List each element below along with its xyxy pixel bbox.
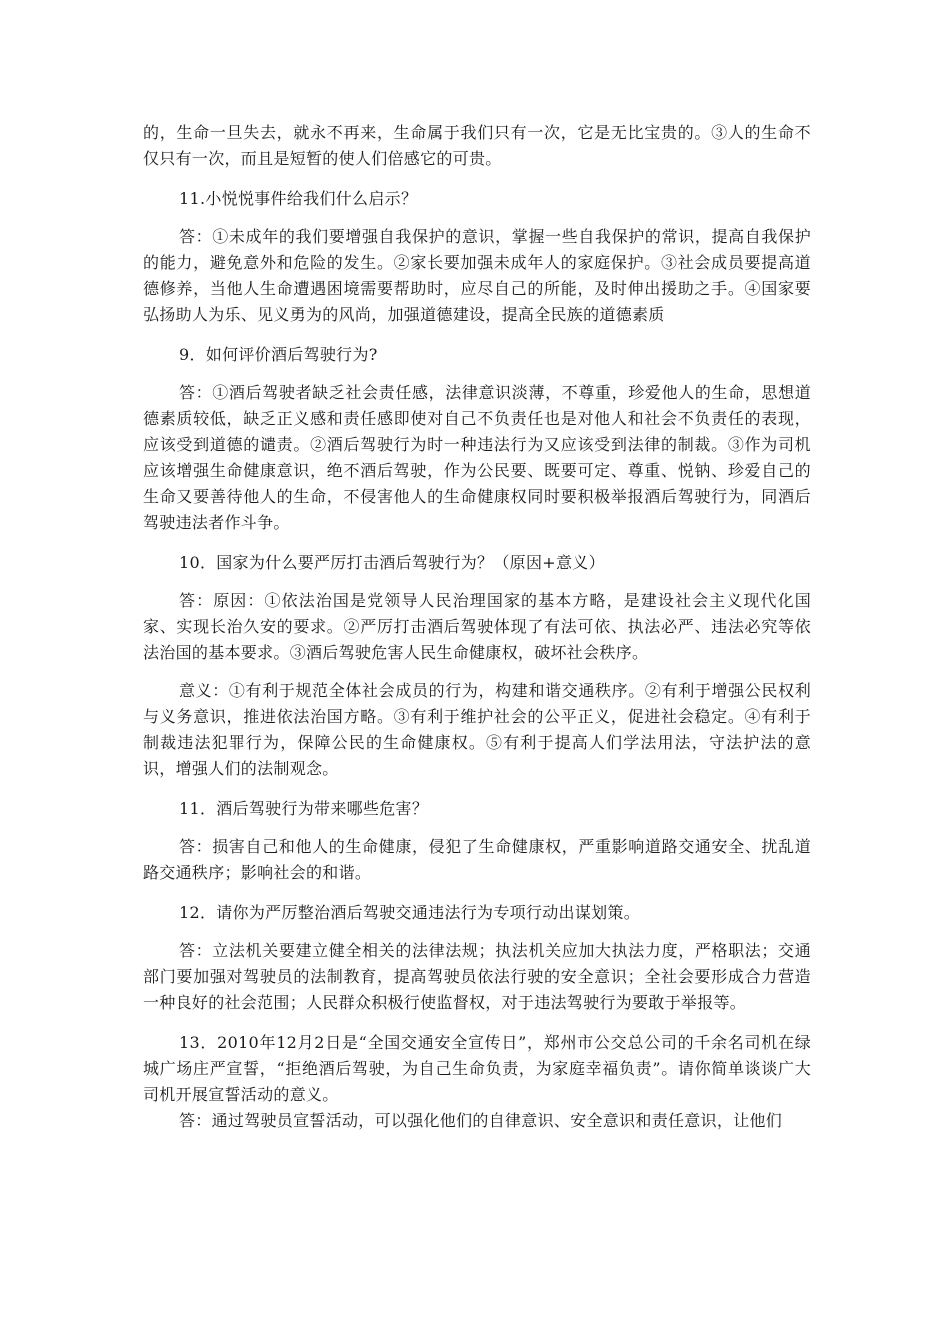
answer-10-reasons: 答：原因：①依法治国是党领导人民治理国家的基本方略，是建设社会主义现代化国家、实现长治久安的要求。②严厉打击酒后驾驶体现了有法可依、执法必严、违法必究等依法治国的基本要求。③酒后驾驶危害人民生命健康权，破坏社会秩序。 (143, 591, 811, 662)
question-10-why-crack-down: 10．国家为什么要严厉打击酒后驾驶行为？（原因+意义） (179, 553, 605, 572)
answer-12-suggestions: 答：立法机关要建立健全相关的法律法规；执法机关应加大执法力度，严格职法；交通部门要加强对驾驶员的法制教育，提高驾驶员依法行驶的安全意识；全社会要形成合力营造一种良好的社会范围；人民群众积极行使监督权，对于违法驾驶行为要敢于举报等。 (143, 941, 811, 1012)
continuation-paragraph: 的，生命一旦失去，就永不再来，生命属于我们只有一次，它是无比宝贵的。③人的生命不仅只有一次，而且是短暂的使人们倍感它的可贵。 (143, 123, 811, 168)
answer-10-significance: 意义：①有利于规范全体社会成员的行为，构建和谐交通秩序。②有利于增强公民权利与义务意识，推进依法治国方略。③有利于维护社会的公平正义，促进社会稳定。④有利于制裁违法犯罪行为，保障公民的生命健康权。⑤有利于提高人们学法用法，守法护法的意识，增强人们的法制观念。 (143, 681, 811, 778)
question-12-suggestions: 12．请你为严厉整治酒后驾驶交通违法行为专项行动出谋划策。 (179, 903, 641, 922)
answer-13-oath-activity: 答：通过驾驶员宣誓活动，可以强化他们的自律意识、安全意识和责任意识，让他们 (179, 1111, 783, 1130)
question-11-xiaoyueyue: 11.小悦悦事件给我们什么启示？ (179, 189, 418, 208)
document-page (143, 120, 811, 1134)
answer-11-harms: 答：损害自己和他人的生命健康，侵犯了生命健康权，严重影响道路交通安全、扰乱道路交通秩序；影响社会的和谐。 (143, 837, 811, 882)
question-11-harms: 11．酒后驾驶行为带来哪些危害？ (179, 799, 429, 818)
question-9-evaluate-drunk-driving: 9．如何评价酒后驾驶行为? (179, 345, 378, 364)
answer-11-xiaoyueyue: 答：①未成年的我们要增强自我保护的意识，掌握一些自我保护的常识，提高自我保护的能力，避免意外和危险的发生。②家长要加强未成年人的家庭保护。③社会成员要提高道德修养，当他人生命遭遇困境需要帮助时，应尽自己的所能，及时伸出援助之手。④国家要弘扬助人为乐、见义勇为的风尚，加强道德建设，提高全民族的道德素质 (143, 227, 811, 324)
question-13-oath-activity: 13．2010年12月2日是“全国交通安全宣传日”，郑州市公交总公司的千余名司机在绿城广场庄严宣誓，“拒绝酒后驾驶，为自己生命负责，为家庭幸福负责”。请你简单谈谈广大司机开展宣誓活动的意义。 (143, 1033, 811, 1104)
answer-9-evaluate-drunk-driving: 答：①酒后驾驶者缺乏社会责任感，法律意识淡薄，不尊重，珍爱他人的生命，思想道德素质较低，缺乏正义感和责任感即使对自己不负责任也是对他人和社会不负责任的表现，应该受到道德的谴责。②酒后驾驶行为时一种违法行为又应该受到法律的制裁。③作为司机应该增强生命健康意识，绝不酒后驾驶，作为公民要、既要可定、尊重、悦钠、珍爱自己的生命又要善待他人的生命，不侵害他人的生命健康权同时要积极举报酒后驾驶行为，同酒后驾驶违法者作斗争。 (143, 383, 811, 532)
